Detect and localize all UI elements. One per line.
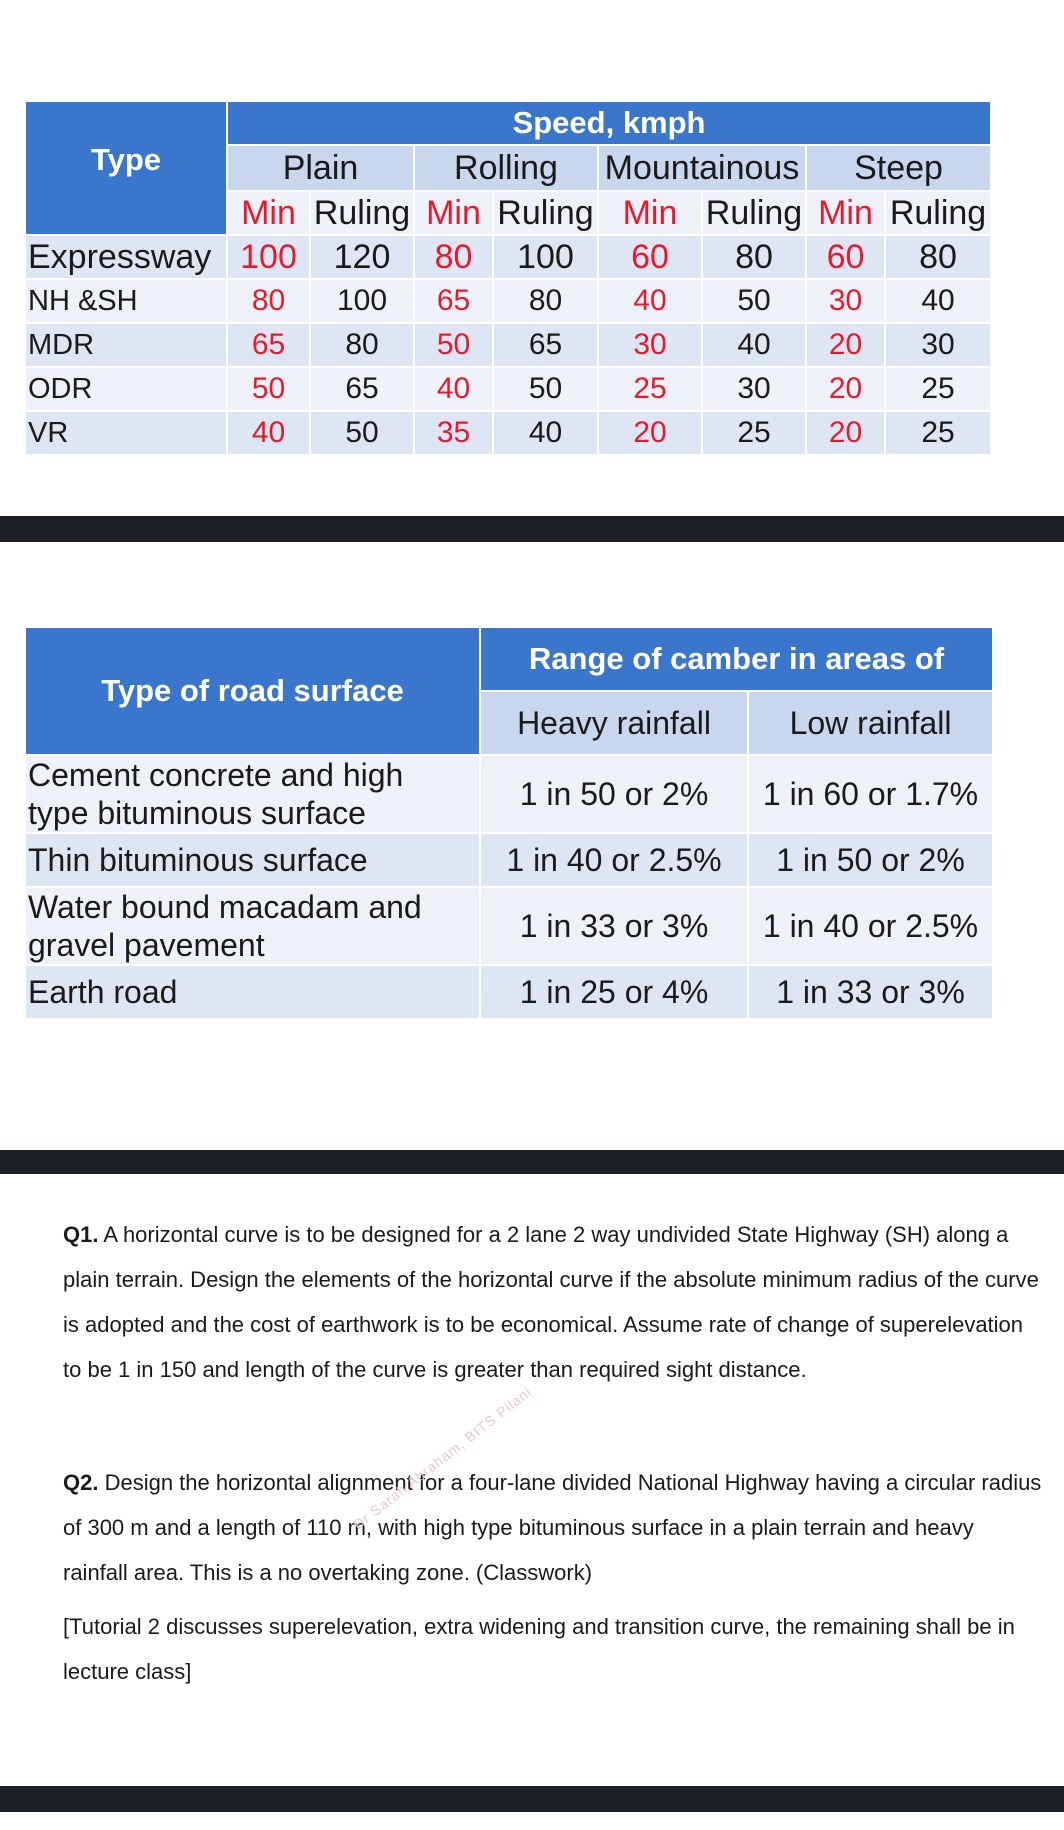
- min-speed-value: 50: [228, 368, 311, 412]
- ruling-label: Ruling: [494, 192, 599, 236]
- ruling-speed-value: 30: [886, 324, 992, 368]
- min-speed-value: 65: [415, 280, 494, 324]
- camber-range-header: Range of camber in areas of: [481, 628, 994, 692]
- min-label: Min: [415, 192, 494, 236]
- min-label: Min: [599, 192, 703, 236]
- low-rainfall-header: Low rainfall: [749, 692, 994, 756]
- ruling-speed-value: 65: [311, 368, 415, 412]
- ruling-speed-value: 40: [703, 324, 807, 368]
- min-speed-value: 40: [599, 280, 703, 324]
- min-speed-value: 60: [807, 236, 886, 280]
- road-surface: [26, 756, 481, 834]
- road-type: MDR: [26, 324, 228, 368]
- divider-bar: [0, 516, 1064, 542]
- min-speed-value: 30: [599, 324, 703, 368]
- ruling-speed-value: 25: [703, 412, 807, 456]
- question-1-label: Q1.: [63, 1222, 99, 1247]
- type-header: Type: [26, 102, 228, 236]
- speed-row: [26, 236, 992, 280]
- speed-row: [26, 368, 992, 412]
- ruling-speed-value: 25: [886, 412, 992, 456]
- road-type: VR: [26, 412, 228, 456]
- question-2-text: Design the horizontal alignment for a four-lane divided National Highway having a circular radius of 300 m and a length of 110 m, with high type bituminous surface in a plain terrain and heavy rainfall area. This is a no overtaking zone. (Classwork): [63, 1470, 1042, 1585]
- ruling-speed-value: 40: [494, 412, 599, 456]
- road-surface-line: gravel pavement: [28, 927, 265, 963]
- question-2-label: Q2.: [63, 1470, 99, 1495]
- camber-row: [26, 966, 994, 1020]
- speed-header: Speed, kmph: [228, 102, 992, 146]
- low-rainfall-camber: 1 in 60 or 1.7%: [749, 756, 994, 834]
- min-speed-value: 80: [228, 280, 311, 324]
- min-speed-value: 20: [599, 412, 703, 456]
- low-rainfall-camber: 1 in 50 or 2%: [749, 834, 994, 888]
- road-surface-line: Cement concrete and high: [28, 757, 404, 793]
- ruling-speed-value: 120: [311, 236, 415, 280]
- heavy-rainfall-header: Heavy rainfall: [481, 692, 749, 756]
- ruling-speed-value: 30: [703, 368, 807, 412]
- ruling-speed-value: 80: [494, 280, 599, 324]
- min-speed-value: 20: [807, 324, 886, 368]
- road-type: ODR: [26, 368, 228, 412]
- min-speed-value: 65: [228, 324, 311, 368]
- camber-table: [26, 628, 994, 1020]
- min-speed-value: 60: [599, 236, 703, 280]
- camber-row: [26, 888, 994, 966]
- heavy-rainfall-camber: 1 in 50 or 2%: [481, 756, 749, 834]
- ruling-label: Ruling: [311, 192, 415, 236]
- min-label: Min: [228, 192, 311, 236]
- ruling-label: Ruling: [703, 192, 807, 236]
- terrain-plain-header: Plain: [228, 146, 415, 192]
- min-speed-value: 30: [807, 280, 886, 324]
- heavy-rainfall-camber: 1 in 25 or 4%: [481, 966, 749, 1020]
- min-speed-value: 50: [415, 324, 494, 368]
- design-speed-table: [26, 102, 992, 456]
- ruling-label: Ruling: [886, 192, 992, 236]
- camber-row: [26, 834, 994, 888]
- min-speed-value: 25: [599, 368, 703, 412]
- heavy-rainfall-camber: 1 in 33 or 3%: [481, 888, 749, 966]
- terrain-rolling-header: Rolling: [415, 146, 599, 192]
- low-rainfall-camber: 1 in 33 or 3%: [749, 966, 994, 1020]
- terrain-steep-header: Steep: [807, 146, 992, 192]
- road-surface: [26, 888, 481, 966]
- question-1: [63, 1212, 1043, 1392]
- min-speed-value: 40: [228, 412, 311, 456]
- question-1-text: A horizontal curve is to be designed for a 2 lane 2 way undivided State Highway (SH) along a plain terrain. Design the elements of the horizontal curve if the absolute minimum radius of the curve is adopted and the cost of earthwork is to be economical. Assume rate of change of superelevation to be 1 in 150 and length of the curve is greater than required sight distance.: [63, 1222, 1039, 1382]
- min-speed-value: 35: [415, 412, 494, 456]
- ruling-speed-value: 40: [886, 280, 992, 324]
- ruling-speed-value: 100: [494, 236, 599, 280]
- road-surface: [26, 834, 481, 888]
- tutorial-note: [Tutorial 2 discusses superelevation, extra widening and transition curve, the remaining shall be in lecture class]: [63, 1614, 1015, 1684]
- question-2: [63, 1460, 1043, 1595]
- min-speed-value: 80: [415, 236, 494, 280]
- road-surface-line: Water bound macadam and: [28, 889, 422, 925]
- camber-row: [26, 756, 994, 834]
- ruling-speed-value: 25: [886, 368, 992, 412]
- road-surface-line: type bituminous surface: [28, 795, 366, 831]
- watermark: Dr Sarah Abraham, BITS Pilani: [350, 1383, 535, 1533]
- road-surface: [26, 966, 481, 1020]
- divider-bar: [0, 1150, 1064, 1174]
- ruling-speed-value: 50: [494, 368, 599, 412]
- surface-header: Type of road surface: [26, 628, 481, 756]
- ruling-speed-value: 80: [311, 324, 415, 368]
- ruling-speed-value: 80: [703, 236, 807, 280]
- min-speed-value: 100: [228, 236, 311, 280]
- divider-bar: [0, 1786, 1064, 1812]
- speed-row: [26, 280, 992, 324]
- min-speed-value: 20: [807, 412, 886, 456]
- road-surface-line: Earth road: [28, 974, 178, 1010]
- road-type: Expressway: [26, 236, 228, 280]
- heavy-rainfall-camber: 1 in 40 or 2.5%: [481, 834, 749, 888]
- min-speed-value: 20: [807, 368, 886, 412]
- speed-row: [26, 412, 992, 456]
- road-type: NH &SH: [26, 280, 228, 324]
- ruling-speed-value: 65: [494, 324, 599, 368]
- speed-row: [26, 324, 992, 368]
- terrain-mountainous-header: Mountainous: [599, 146, 807, 192]
- min-speed-value: 40: [415, 368, 494, 412]
- ruling-speed-value: 100: [311, 280, 415, 324]
- ruling-speed-value: 50: [703, 280, 807, 324]
- ruling-speed-value: 50: [311, 412, 415, 456]
- low-rainfall-camber: 1 in 40 or 2.5%: [749, 888, 994, 966]
- min-label: Min: [807, 192, 886, 236]
- road-surface-line: Thin bituminous surface: [28, 842, 368, 878]
- ruling-speed-value: 80: [886, 236, 992, 280]
